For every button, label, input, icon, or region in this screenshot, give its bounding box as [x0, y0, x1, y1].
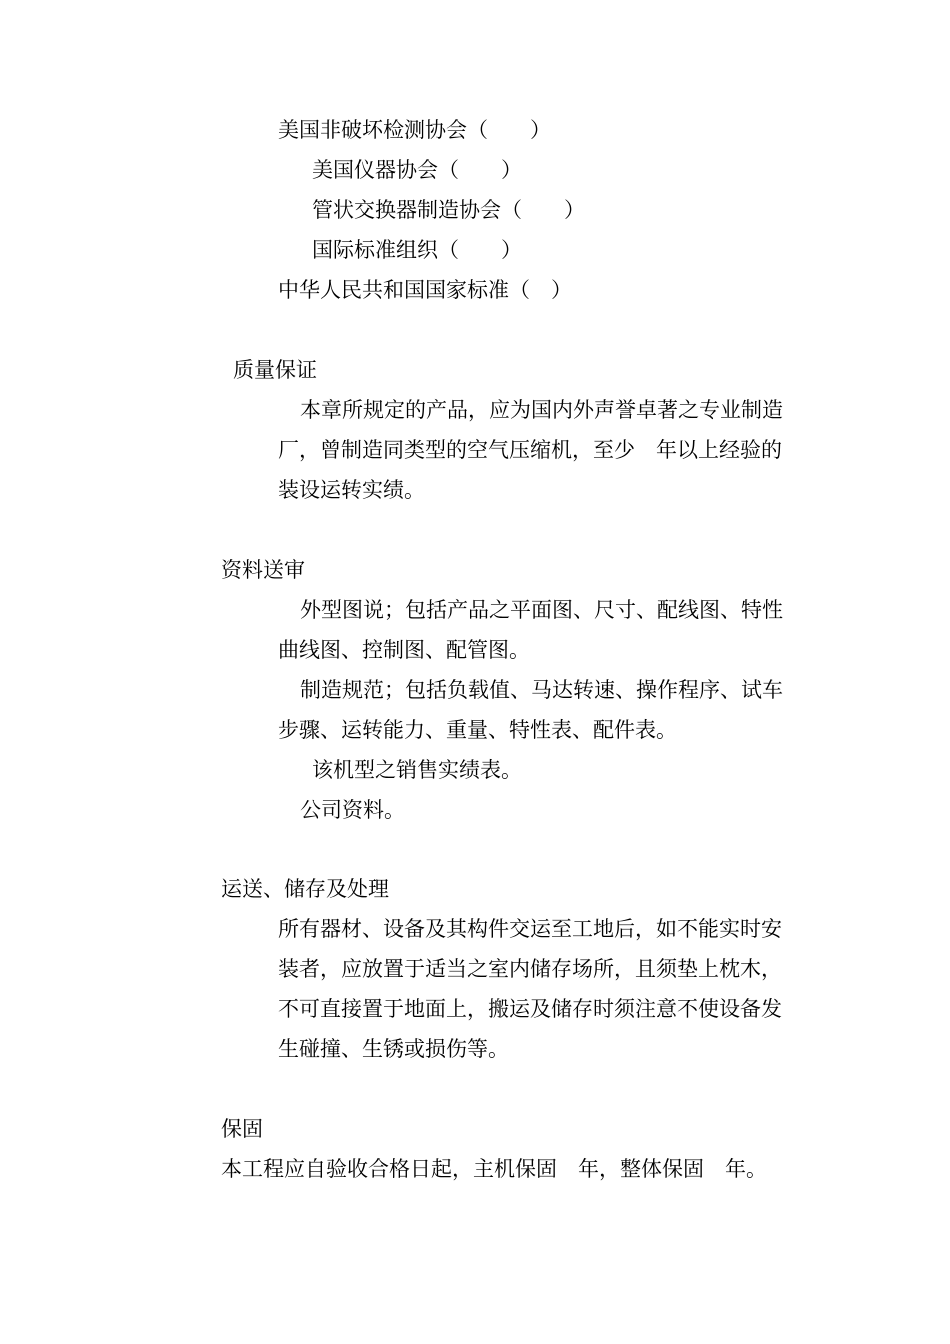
quality-line-2: 厂，曾制造同类型的空气压缩机，至少 年以上经验的: [278, 438, 782, 462]
delivery-line-4: 生碰撞、生锈或损伤等。: [278, 1037, 509, 1061]
quality-line-3: 装设运转实绩。: [278, 478, 425, 502]
quality-heading: 质量保证: [233, 358, 317, 382]
submittals-line-4: 步骤、运转能力、重量、特性表、配件表。: [278, 718, 677, 742]
quality-line-1: 本章所规定的产品，应为国内外声誉卓著之专业制造: [300, 398, 783, 422]
standard-item-iso: 国际标准组织（ ）: [312, 238, 522, 262]
delivery-line-1: 所有器材、设备及其构件交运至工地后，如不能实时安: [278, 917, 782, 941]
standard-item-asnt: 美国非破坏检测协会（ ）: [278, 118, 551, 142]
submittals-line-6: 公司资料。: [300, 798, 405, 822]
delivery-line-2: 装者，应放置于适当之室内储存场所，且须垫上枕木，: [278, 957, 782, 981]
standard-item-isa: 美国仪器协会（ ）: [312, 158, 522, 182]
submittals-line-2: 曲线图、控制图、配管图。: [278, 638, 530, 662]
submittals-line-3: 制造规范；包括负载值、马达转速、操作程序、试车: [300, 678, 783, 702]
delivery-heading: 运送、储存及处理: [221, 877, 389, 901]
submittals-heading: 资料送审: [221, 558, 305, 582]
warranty-text: 本工程应自验收合格日起，主机保固 年，整体保固 年。: [221, 1157, 767, 1181]
standard-item-gb: 中华人民共和国国家标准（ ）: [278, 278, 572, 302]
delivery-line-3: 不可直接置于地面上，搬运及储存时须注意不使设备发: [278, 997, 782, 1021]
submittals-line-1: 外型图说；包括产品之平面图、尺寸、配线图、特性: [300, 598, 783, 622]
submittals-line-5: 该机型之销售实绩表。: [312, 758, 522, 782]
standard-item-tema: 管状交换器制造协会（ ）: [312, 198, 585, 222]
warranty-heading: 保固: [221, 1117, 263, 1141]
